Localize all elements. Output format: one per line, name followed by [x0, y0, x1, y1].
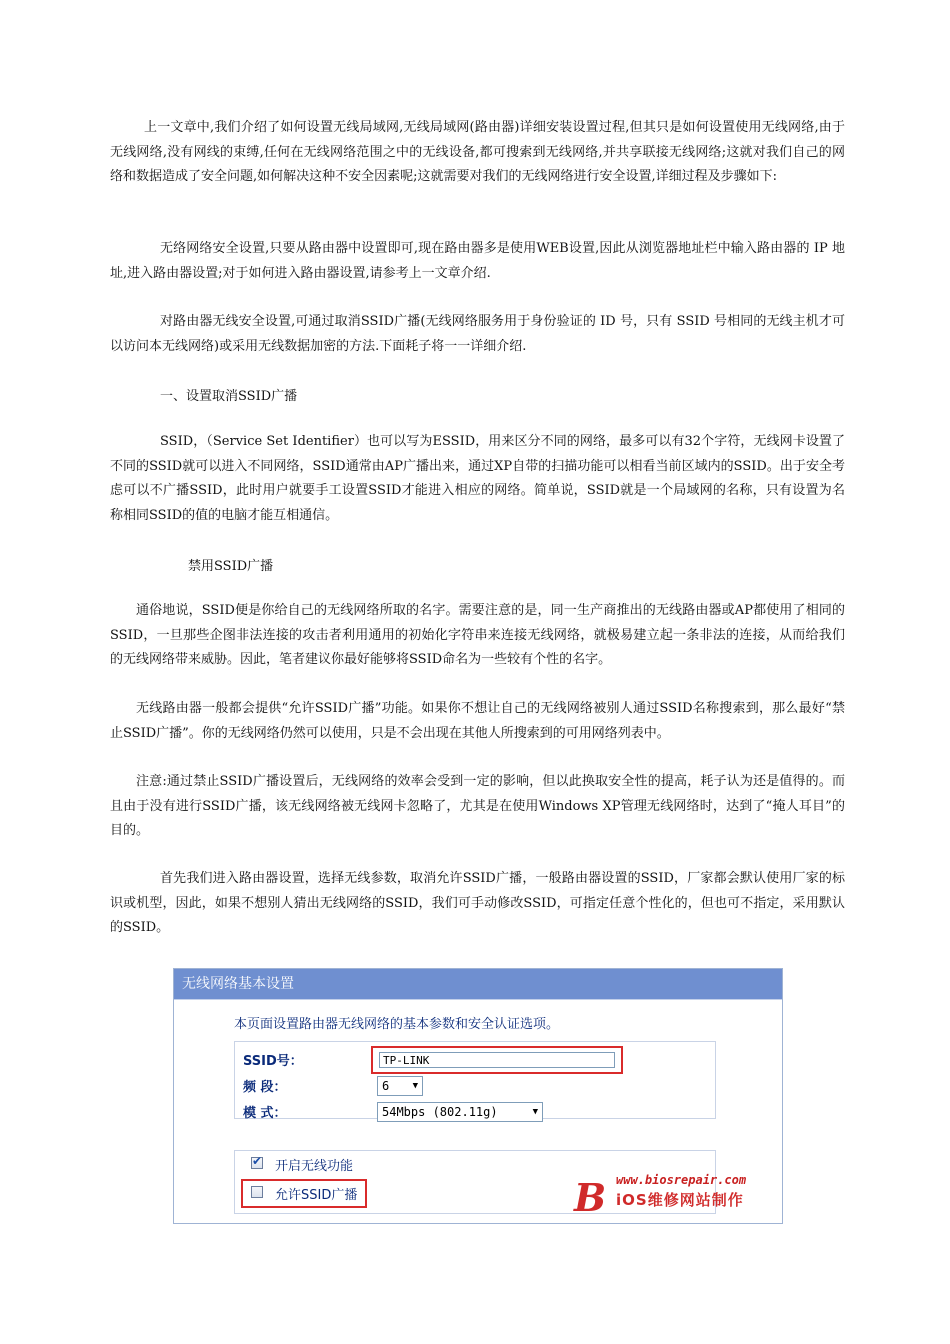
subheading-disable-broadcast: 禁用SSID广播: [188, 559, 274, 574]
paragraph-steps: 首先我们进入路由器设置，选择无线参数，取消允许SSID广播，一般路由器设置的SSID，厂家都会默认使用厂家的标识或机型，因此，如果不想别人猜出无线网络的SSID，我们可手动修改SSID，可指定任意个性化的，但也可不指定，采用默认的SSID。: [110, 871, 845, 935]
channel-select[interactable]: [377, 1076, 423, 1096]
basic-settings-box: [234, 1041, 716, 1119]
router-wireless-settings-panel: [173, 968, 783, 1224]
mode-value: 54Mbps (802.11g): [382, 1105, 498, 1119]
ssid-label: SSID号：: [243, 1054, 303, 1069]
enable-wireless-checkbox[interactable]: [251, 1154, 263, 1169]
panel-title: 无线网络基本设置: [174, 969, 782, 1000]
paragraph-broadcast-option: 无线路由器一般都会提供“允许SSID广播”功能。如果你不想让自己的无线网络被别人通过SSID名称搜索到，那么最好“禁止SSID广播”。你的无线网络仍然可以使用，只是不会出现在其他人所搜索到的可用网络列表中。: [110, 701, 845, 741]
channel-label: 频 段：: [243, 1080, 287, 1095]
allow-ssid-broadcast-label: 允许SSID广播: [275, 1188, 358, 1203]
chevron-down-icon: ▼: [532, 1107, 538, 1117]
logo-letter: B: [574, 1175, 607, 1219]
bios-logo-icon: [570, 1175, 614, 1219]
mode-label: 模 式：: [243, 1106, 287, 1121]
checkmark-icon: ✔: [252, 1154, 263, 1168]
channel-value: 6: [382, 1079, 390, 1093]
ssid-input[interactable]: TP-LINK: [379, 1052, 615, 1068]
paragraph-ssid-definition: SSID，（Service Set Identifier）也可以写为ESSID，用来区分不同的网络，最多可以有32个字符，无线网卡设置了不同的SSID就可以进入不同网络，SSID通常由AP广播出来，通过XP自带的扫描功能可以相看当前区域内的SSID。出于安全考虑可以不广播SSID，此时用户就要手工设置SSID才能进入相应的网络。简单说，SSID就是一个局域网的名称，只有设置为名称相同SSID的值的电脑才能互相通信。: [110, 434, 845, 523]
enable-wireless-label: 开启无线功能: [275, 1159, 354, 1174]
paragraph-ssid-naming: 通俗地说，SSID便是你给自己的无线网络所取的名字。需要注意的是，同一生产商推出的无线路由器或AP都使用了相同的SSID，一旦那些企图非法连接的攻击者利用通用的初始化字符串来连接无线网络，就极易建立起一条非法的连接，从而给我们的无线网络带来威胁。因此，笔者建议你最好能够将SSID命名为一些较有个性的名字。: [110, 603, 845, 667]
watermark-text: iOS维修网站制作: [616, 1191, 744, 1209]
paragraph-note: 注意:通过禁止SSID广播设置后，无线网络的效率会受到一定的影响，但以此换取安全性的提高，耗子认为还是值得的。而且由于没有进行SSID广播，该无线网络被无线网卡忽略了，尤其是在使用Windows XP管理无线网络时，达到了“掩人耳目”的目的。: [110, 774, 845, 838]
paragraph-security-methods: 对路由器无线安全设置,可通过取消SSID广播(无线网络服务用于身份验证的 ID 号，只有 SSID 号相同的无线主机才可以访问本无线网络)或采用无线数据加密的方法.下面耗子将一一详细介绍.: [110, 314, 845, 354]
paragraph-intro: 上一文章中,我们介绍了如何设置无线局域网,无线局域网(路由器)详细安装设置过程,但其只是如何设置使用无线网络,由于无线网络,没有网线的束缚,任何在无线网络范围之中的无线设备,都可搜索到无线网络,并共享联接无线网络;这就对我们自己的网络和数据造成了安全问题,如何解决这种不安全因素呢;这就需要对我们的无线网络进行安全设置,详细过程及步骤如下:: [110, 120, 845, 184]
ssid-highlight-box: [371, 1046, 623, 1074]
mode-select[interactable]: [377, 1102, 543, 1122]
watermark-logo: [574, 1173, 772, 1221]
watermark-url: www.biosrepair.com: [616, 1173, 747, 1187]
panel-description: 本页面设置路由器无线网络的基本参数和安全认证选项。: [234, 1017, 560, 1032]
allow-ssid-broadcast-checkbox[interactable]: [251, 1186, 263, 1198]
heading-disable-ssid: 一、设置取消SSID广播: [160, 389, 298, 404]
chevron-down-icon: ▼: [412, 1081, 418, 1091]
paragraph-router-setup: 无络网络安全设置,只要从路由器中设置即可,现在路由器多是使用WEB设置,因此从浏览器地址栏中输入路由器的 IP 地址,进入路由器设置;对于如何进入路由器设置,请参考上一文章介绍.: [110, 241, 845, 281]
